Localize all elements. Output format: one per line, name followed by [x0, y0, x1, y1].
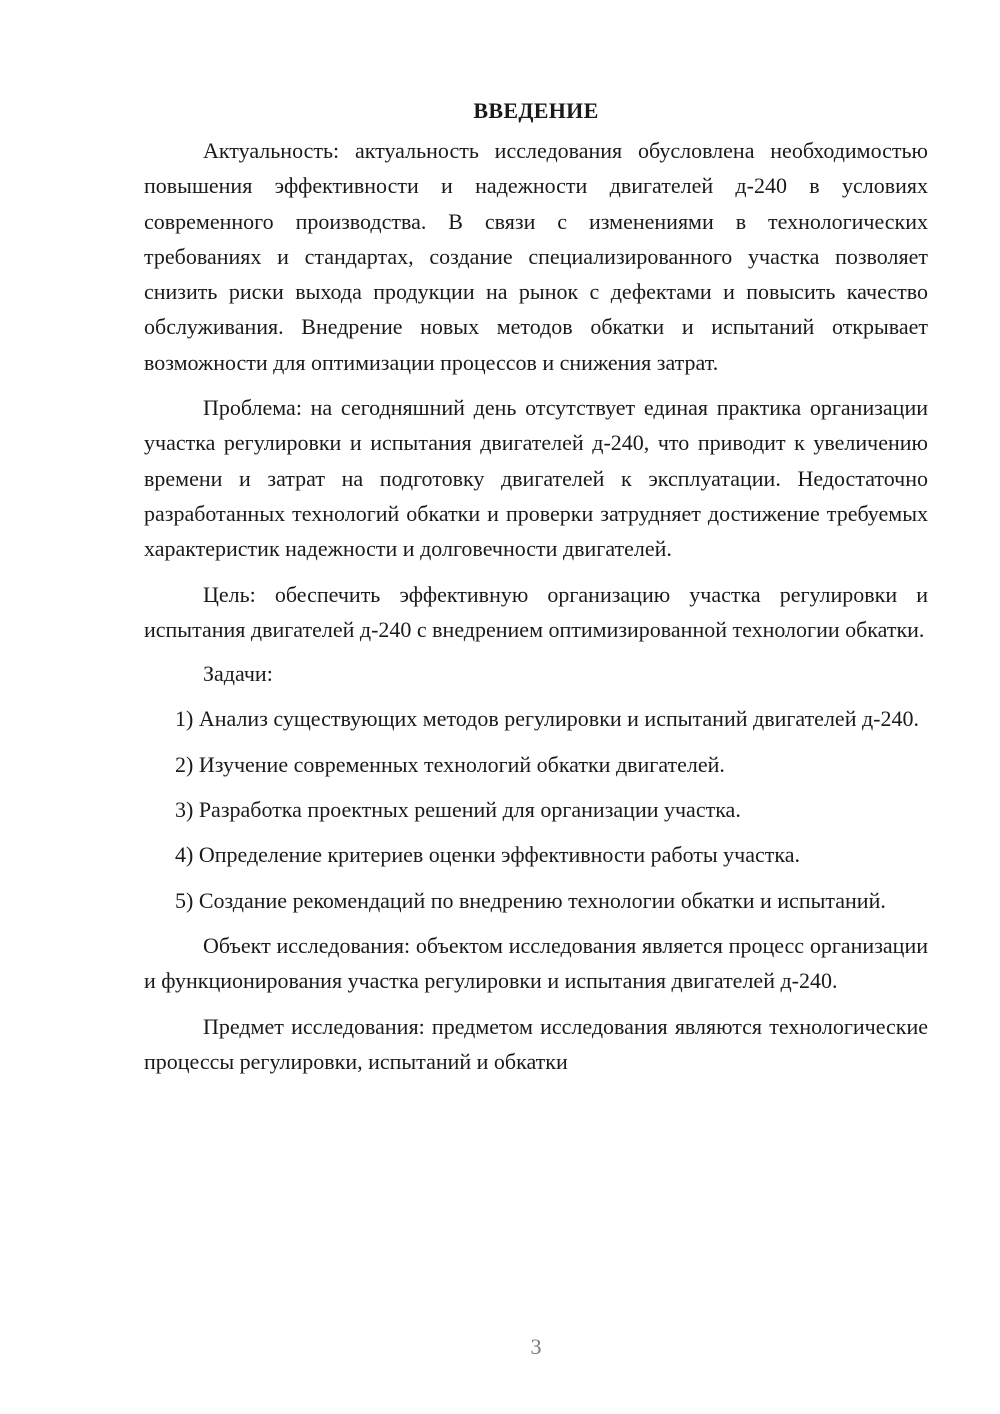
subject-paragraph: Предмет исследования: предметом исследования являются технологические процессы регулировки, испытаний и обкатки [144, 1013, 928, 1074]
tasks-label: Задачи: [203, 661, 273, 687]
object-paragraph: Объект исследования: объектом исследования является процесс организации и функционирования участка регулировки и испытания двигателей д-240. [144, 932, 928, 994]
goal-paragraph: Цель: обеспечить эффективную организацию участка регулировки и испытания двигателей д-240 с внедрением оптимизированной технологии обкатки. [144, 581, 928, 642]
task-item-5: 5) Создание рекомендаций по внедрению технологии обкатки и испытаний. [175, 887, 886, 913]
section-title: ВВЕДЕНИЕ [473, 98, 599, 123]
page-content [144, 93, 928, 1079]
problem-paragraph: Проблема: на сегодняшний день отсутствует единая практика организации участка регулировки и испытания двигателей д-240, что приводит к увеличению времени и затрат на подготовку двигателей к эксплуатации. Недостаточно разработанных технологий обкатки и проверки затрудняет достижение требуемых характеристик надежности и долговечности двигателей. [144, 395, 928, 562]
task-item-4: 4) Определение критериев оценки эффективности работы участка. [175, 842, 801, 868]
relevance-paragraph: Актуальность: актуальность исследования обусловлена необходимостью повышения эффективности и надежности двигателей д-240 в условиях современного производства. В связи с изменениями в технологических требованиях и стандартах, создание специализированного участка позволяет снизить риски выхода продукции на рынок с дефектами и повысить качество обслуживания. Внедрение новых методов обкатки и испытаний открывает возможности для оптимизации процессов и снижения затрат. [144, 138, 928, 375]
task-item-3: 3) Разработка проектных решений для организации участка. [175, 797, 741, 823]
task-item-2: 2) Изучение современных технологий обкатки двигателей. [175, 751, 725, 777]
page-number: 3 [530, 1334, 542, 1359]
task-item-1: 1) Анализ существующих методов регулировки и испытаний двигателей д-240. [175, 706, 919, 732]
